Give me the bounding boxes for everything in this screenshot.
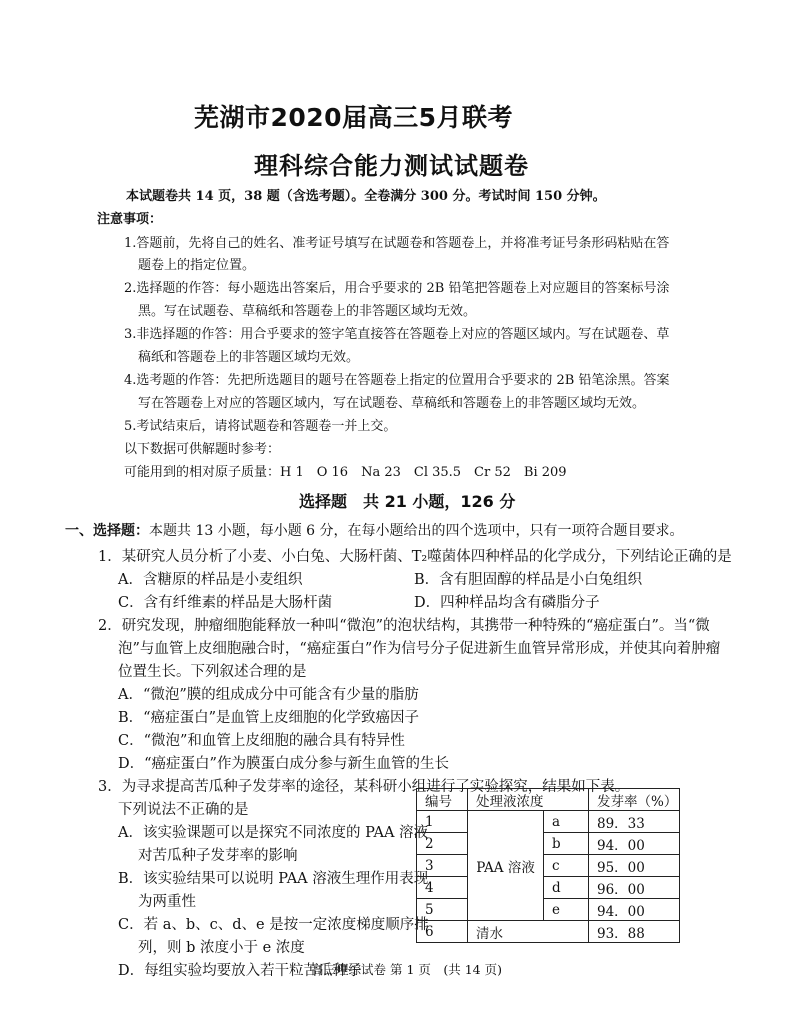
q2-stem: 泡”与血管上皮细胞融合时，“癌症蛋白”作为信号分子促进新生血管异常形成，并使其向着肿瘤 [118, 641, 721, 657]
note-line: 稿纸和答题卷上的非答题区域均无效。 [138, 350, 360, 365]
q3-stem-2: 下列说法不正确的是 [118, 802, 249, 818]
table-cell-rate: 89．33 [589, 811, 680, 833]
q1-option-b: B．含有胆固醇的样品是小白兔组织 [414, 572, 643, 588]
table-row [417, 877, 680, 899]
q1-stem: 1．某研究人员分析了小麦、小白兔、大肠杆菌、T₂噬菌体四种样品的化学成分，下列结论正确的是 [98, 549, 732, 565]
table-row [417, 921, 680, 943]
q1-option-d: D．四种样品均含有磷脂分子 [414, 595, 600, 611]
table-cell-rate: 94．00 [589, 833, 680, 855]
part1-text: 本题共 13 小题，每小题 6 分，在每小题给出的四个选项中，只有一项符合题目要求。 [149, 523, 684, 539]
q2-stem: 2．研究发现，肿瘤细胞能释放一种叫“微泡”的泡状结构，其携带一种特殊的“癌症蛋白”。当“微 [98, 618, 710, 634]
q3-option-a: A．该实验课题可以是探究不同浓度的 PAA 溶液 [118, 825, 429, 841]
note-line: 3.非选择题的作答：用合乎要求的签字笔直接答在答题卷上对应的答题区域内。写在试题卷、草 [124, 327, 670, 342]
table-cell-conc: c [544, 855, 589, 877]
table-cell-conc: b [544, 833, 589, 855]
table-cell-no: 6 [417, 921, 468, 943]
note-line: 4.选考题的作答：先把所选题目的题号在答题卷上指定的位置用合乎要求的 2B 铅笔涂黑。答案 [124, 373, 670, 388]
q3-option-d: D．每组实验均要放入若干粒苦瓜种子 [118, 963, 362, 979]
note-line: 5.考试结束后，请将试题卷和答题卷一并上交。 [124, 419, 397, 434]
note-line: 题卷上的指定位置。 [138, 258, 256, 273]
exam-intro: 本试题卷共 14 页，38 题（含选考题）。全卷满分 300 分。考试时间 150 分钟。 [126, 189, 606, 204]
q3-option-c: C．若 a、b、c、d、e 是按一定浓度梯度顺序排 [118, 917, 429, 933]
table-row [417, 833, 680, 855]
note-line: 1.答题前，先将自己的姓名、准考证号填写在试题卷和答题卷上，并将准考证号条形码粘贴在答 [124, 236, 670, 251]
table-header-row [417, 789, 680, 811]
q3-option-a-cont: 对苦瓜种子发芽率的影响 [138, 848, 298, 864]
table-cell-conc: d [544, 877, 589, 899]
note-line: 写在答题卷上对应的答题区域内，写在试题卷、草稿纸和答题卷上的非答题区域均无效。 [138, 396, 646, 411]
exam-subtitle: 理科综合能力测试试题卷 [254, 152, 529, 180]
table-cell-rate: 95．00 [589, 855, 680, 877]
table-cell-rate: 93．88 [589, 921, 680, 943]
table-cell-no: 3 [417, 855, 468, 877]
table-row [417, 899, 680, 921]
table-cell-no: 2 [417, 833, 468, 855]
q2-stem: 位置生长。下列叙述合理的是 [118, 664, 307, 680]
part1-instructions [65, 520, 684, 540]
table-header-cell: 编号 [417, 789, 468, 811]
table-row [417, 811, 680, 833]
table-cell-no: 1 [417, 811, 468, 833]
page-footer: 高三理综试卷 第 1 页 (共 14 页) [311, 962, 502, 977]
q2-option-d: D．“癌症蛋白”作为膜蛋白成分参与新生血管的生长 [118, 756, 449, 772]
table-cell-rate: 94．00 [589, 899, 680, 921]
notes-heading: 注意事项： [97, 212, 163, 227]
table-header-cell: 处理液浓度 [468, 789, 589, 811]
table-cell-solution: PAA 溶液 [468, 811, 544, 921]
q3-option-b-cont: 为两重性 [138, 894, 196, 910]
table-cell-water: 清水 [468, 921, 589, 943]
q3-option-c-cont: 列，则 b 浓度小于 e 浓度 [138, 940, 305, 956]
table-row [417, 855, 680, 877]
exam-title: 芜湖市2020届高三5月联考 [194, 103, 513, 132]
table-cell-rate: 96．00 [589, 877, 680, 899]
note-line: 2.选择题的作答：每小题选出答案后，用合乎要求的 2B 铅笔把答题卷上对应题目的答案标号涂 [124, 281, 670, 296]
results-table [416, 788, 680, 943]
q2-option-c: C．“微泡”和血管上皮细胞的融合具有特异性 [118, 733, 405, 749]
q1-option-c: C．含有纤维素的样品是大肠杆菌 [118, 595, 333, 611]
table-cell-conc: e [544, 899, 589, 921]
part1-label: 一、选择题： [65, 523, 149, 539]
q1-option-a: A．含糖原的样品是小麦组织 [118, 572, 303, 588]
q3-option-b: B．该实验结果可以说明 PAA 溶液生理作用表现 [118, 871, 429, 887]
q2-option-b: B．“癌症蛋白”是血管上皮细胞的化学致癌因子 [118, 710, 419, 726]
note-line: 以下数据可供解题时参考： [124, 442, 281, 457]
table-cell-no: 4 [417, 877, 468, 899]
atomic-mass-line: 可能用到的相对原子质量：H 1 O 16 Na 23 Cl 35.5 Cr 52 Bi 209 [124, 465, 567, 480]
q3-stem: 3．为寻求提高苦瓜种子发芽率的途径，某科研小组进行了实验探究，结果如下表。 [98, 779, 630, 795]
table-cell-no: 5 [417, 899, 468, 921]
table-header-cell: 发芽率（%） [589, 789, 680, 811]
table-cell-conc: a [544, 811, 589, 833]
section-title: 选择题 共 21 小题，126 分 [299, 492, 516, 511]
note-line: 黑。写在试题卷、草稿纸和答题卷上的非答题区域均无效。 [138, 304, 477, 319]
q2-option-a: A．“微泡”膜的组成成分中可能含有少量的脂肪 [118, 687, 419, 703]
